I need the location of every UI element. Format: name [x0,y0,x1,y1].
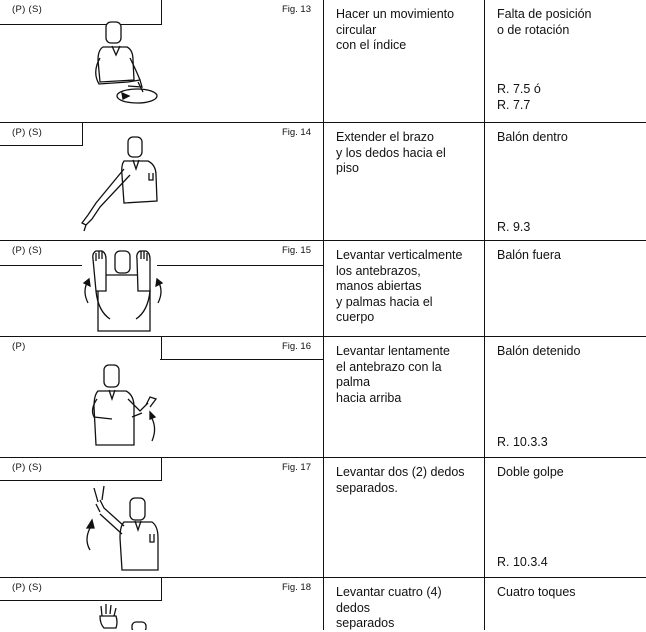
referee-two-fingers-icon [0,458,324,577]
figure-number: Fig. 13 [281,4,311,15]
description-cell [324,337,485,457]
rule-reference: R. 10.3.3 [497,435,548,449]
rule-reference: R. 9.3 [497,220,531,234]
fault-name: Doble golpe [497,465,564,479]
referee-palm-up-icon [0,337,324,457]
fault-cell [485,0,646,122]
figure-cell [0,337,324,457]
gesture-description: Levantar cuatro (4) dedos separados [336,585,442,630]
fault-cell [485,337,646,457]
rule-reference: R. 7.5 ó R. 7.7 [497,82,541,112]
description-cell [324,241,485,336]
signal-code: (P) (S) [12,4,43,15]
fault-name: Balón detenido [497,344,581,358]
table-row [0,578,646,630]
description-cell [324,458,485,577]
table-row [0,458,646,578]
fault-name: Falta de posición o de rotación [497,7,592,37]
gesture-description: Levantar dos (2) dedos separados. [336,465,465,495]
signal-code: (P) (S) [12,245,43,256]
figure-number: Fig. 16 [281,341,311,352]
figure-cell [0,241,324,336]
fault-cell [485,241,646,336]
fault-cell [485,123,646,240]
description-cell [324,123,485,240]
signal-code: (P) [12,341,26,352]
referee-four-fingers-icon [0,578,324,630]
figure-number: Fig. 14 [281,127,311,138]
fault-name: Balón dentro [497,130,568,144]
signal-code: (P) (S) [12,582,43,593]
rule-reference: R. 10.3.4 [497,555,548,569]
figure-number: Fig. 18 [281,582,311,593]
table-row [0,0,646,123]
fault-name: Balón fuera [497,248,561,262]
table-row [0,241,646,337]
description-cell [324,0,485,122]
figure-cell [0,0,324,122]
gesture-description: Extender el brazo y los dedos hacia el piso [336,130,446,175]
table-row [0,337,646,458]
fault-name: Cuatro toques [497,585,576,599]
fault-cell [485,458,646,577]
gesture-description: Levantar verticalmente los antebrazos, manos abiertas y palmas hacia el cuerpo [336,248,463,324]
gesture-description: Levantar lentamente el antebrazo con la palma hacia arriba [336,344,450,405]
figure-cell [0,123,324,240]
figure-cell [0,578,324,630]
fault-cell [485,578,646,630]
gesture-description: Hacer un movimiento circular con el índice [336,7,455,52]
figure-cell [0,458,324,577]
referee-point-floor-icon [0,123,324,240]
table-row [0,123,646,241]
figure-number: Fig. 15 [281,245,311,256]
referee-forearms-up-icon [0,241,324,336]
description-cell [324,578,485,630]
figure-number: Fig. 17 [281,462,311,473]
signal-code: (P) (S) [12,127,43,138]
referee-circular-finger-icon [0,0,324,122]
signal-code: (P) (S) [12,462,43,473]
